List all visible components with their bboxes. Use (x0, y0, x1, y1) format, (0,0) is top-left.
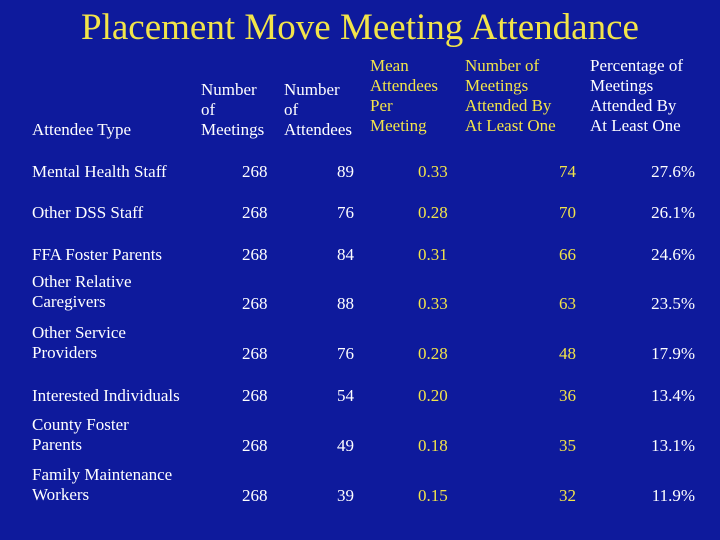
cell-attended: 36 (559, 386, 576, 405)
cell-percentage: 26.1% (651, 203, 695, 222)
cell-meetings: 268 (242, 486, 268, 505)
header-number-of-attendees: Number of Attendees (284, 80, 352, 139)
row-label: Other Service Providers (32, 323, 126, 362)
cell-attendees: 39 (337, 486, 354, 505)
header-percentage: Percentage of Meetings Attended By At Least One (590, 56, 683, 135)
row-label: Mental Health Staff (32, 162, 167, 181)
cell-percentage: 11.9% (651, 486, 695, 505)
header-mean-attendees: Mean Attendees Per Meeting (370, 56, 438, 135)
header-attendee-type: Attendee Type (32, 120, 132, 139)
cell-attendees: 88 (337, 294, 354, 313)
cell-attended: 32 (559, 486, 576, 505)
cell-mean: 0.33 (418, 294, 448, 313)
cell-mean: 0.28 (418, 344, 448, 363)
cell-mean: 0.33 (418, 162, 448, 181)
cell-attendees: 76 (337, 344, 354, 363)
cell-mean: 0.15 (418, 486, 448, 505)
cell-meetings: 268 (242, 294, 268, 313)
cell-meetings: 268 (242, 203, 268, 222)
header-meetings-attended: Number of Meetings Attended By At Least One (465, 56, 556, 135)
row-label: Other Relative Caregivers (32, 272, 132, 311)
cell-meetings: 268 (242, 245, 268, 264)
cell-percentage: 17.9% (651, 344, 695, 363)
row-label: Other DSS Staff (32, 203, 144, 222)
cell-attended: 35 (559, 436, 576, 455)
cell-percentage: 27.6% (651, 162, 695, 181)
cell-percentage: 13.1% (651, 436, 695, 455)
cell-attended: 74 (559, 162, 576, 181)
cell-meetings: 268 (242, 436, 268, 455)
cell-meetings: 268 (242, 386, 268, 405)
cell-mean: 0.18 (418, 436, 448, 455)
header-number-of-meetings: Number of Meetings (201, 80, 265, 139)
cell-percentage: 24.6% (651, 245, 695, 264)
cell-attended: 70 (559, 203, 576, 222)
row-label: FFA Foster Parents (32, 245, 163, 264)
cell-percentage: 23.5% (651, 294, 695, 313)
row-label: Interested Individuals (32, 386, 180, 405)
cell-percentage: 13.4% (651, 386, 695, 405)
cell-meetings: 268 (242, 162, 268, 181)
row-label: County Foster Parents (32, 415, 129, 454)
cell-mean: 0.31 (418, 245, 448, 264)
cell-attendees: 54 (337, 386, 354, 405)
cell-attendees: 89 (337, 162, 354, 181)
cell-attendees: 49 (337, 436, 354, 455)
cell-attendees: 84 (337, 245, 354, 264)
cell-mean: 0.20 (418, 386, 448, 405)
cell-attended: 66 (559, 245, 576, 264)
page-title: Placement Move Meeting Attendance (81, 7, 639, 48)
row-label: Family Maintenance Workers (32, 465, 173, 504)
cell-meetings: 268 (242, 344, 268, 363)
cell-attended: 48 (559, 344, 576, 363)
cell-attendees: 76 (337, 203, 354, 222)
cell-mean: 0.28 (418, 203, 448, 222)
cell-attended: 63 (559, 294, 576, 313)
